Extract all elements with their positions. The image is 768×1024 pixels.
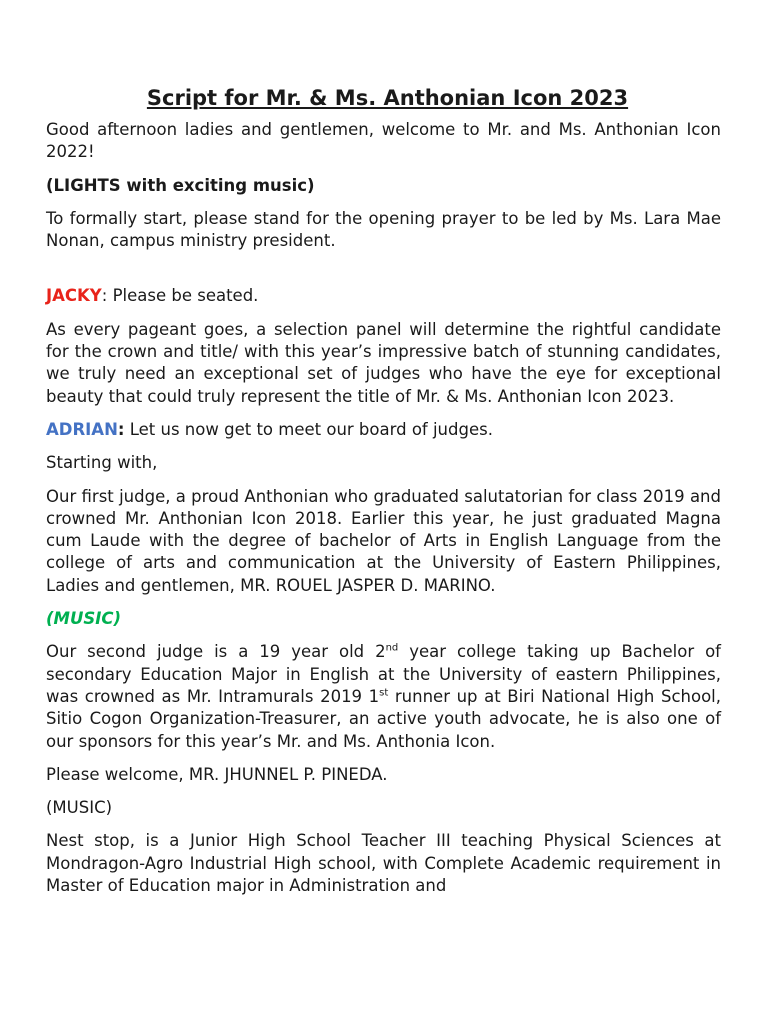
document-body: [46, 84, 721, 897]
music-cue-green: [46, 608, 721, 630]
document-title: Script for Mr. & Ms. Anthonian Icon 2023: [146, 86, 629, 110]
adrian-line: [46, 419, 721, 441]
judge-2-text-a: Our second judge is a 19 year old 2: [46, 642, 386, 662]
ordinal-suffix-nd: nd: [385, 642, 399, 654]
pageant-intro-paragraph: As every pageant goes, a selection panel will determine the rightful candidate for the crown and title/ with this year’s impressive batch of stunning candidates, we truly need an exceptional set of judges who have the eye for exceptional beauty that could truly represent the title of Mr. & Ms. Anthonian Icon 2023.: [46, 319, 721, 406]
blank-line: [46, 263, 721, 285]
adrian-text: Let us now get to meet our board of judges.: [124, 419, 493, 439]
ordinal-suffix-st: st: [379, 687, 389, 699]
welcome-judge-2-line: Please welcome, MR. JHUNNEL P. PINEDA.: [46, 764, 388, 784]
judge-3-paragraph: Nest stop, is a Junior High School Teacher III teaching Physical Sciences at Mondragon-Agro Industrial High school, with Complete Academic requirement in Master of Education major in Administration and: [46, 831, 721, 896]
speaker-label-jacky: JACKY: [46, 286, 102, 306]
lights-cue: (LIGHTS with exciting music): [46, 175, 315, 195]
jacky-text: : Please be seated.: [101, 286, 259, 306]
opening-prayer-paragraph: To formally start, please stand for the opening prayer to be led by Ms. Lara Mae Nonan, campus ministry president.: [46, 208, 721, 251]
jacky-line: [46, 285, 721, 307]
judge-1-paragraph: Our first judge, a proud Anthonian who graduated salutatorian for class 2019 and crowned Mr. Anthonian Icon 2018. Earlier this year, he just graduated Magna cum Laude with the degree of bachelor of Arts in English Language from the college of arts and communication at the University of Eastern Philippines, Ladies and gentlemen, MR. ROUEL JASPER D. MARINO.: [46, 486, 721, 595]
judge-2-paragraph: [46, 641, 721, 752]
music-cue-label: (MUSIC): [46, 609, 122, 629]
adrian-colon: :: [117, 419, 125, 439]
starting-with-line: Starting with,: [46, 453, 158, 473]
speaker-label-adrian: ADRIAN: [46, 419, 118, 439]
greeting-paragraph: Good afternoon ladies and gentlemen, welcome to Mr. and Ms. Anthonian Icon 2022!: [46, 120, 721, 162]
music-cue-plain: (MUSIC): [46, 798, 113, 818]
judge-2-text-c: runner up at Biri National High School, Sitio Cogon Organization-Treasurer, an active youth advocate, he is also one of our sponsors for this year’s Mr. and Ms. Anthonia Icon.: [46, 686, 722, 751]
judge-2-text-b: year college taking up Bachelor of secondary Education Major in English at the University of eastern Philippines, was crowned as Mr. Intramurals 2019 1: [46, 642, 721, 706]
